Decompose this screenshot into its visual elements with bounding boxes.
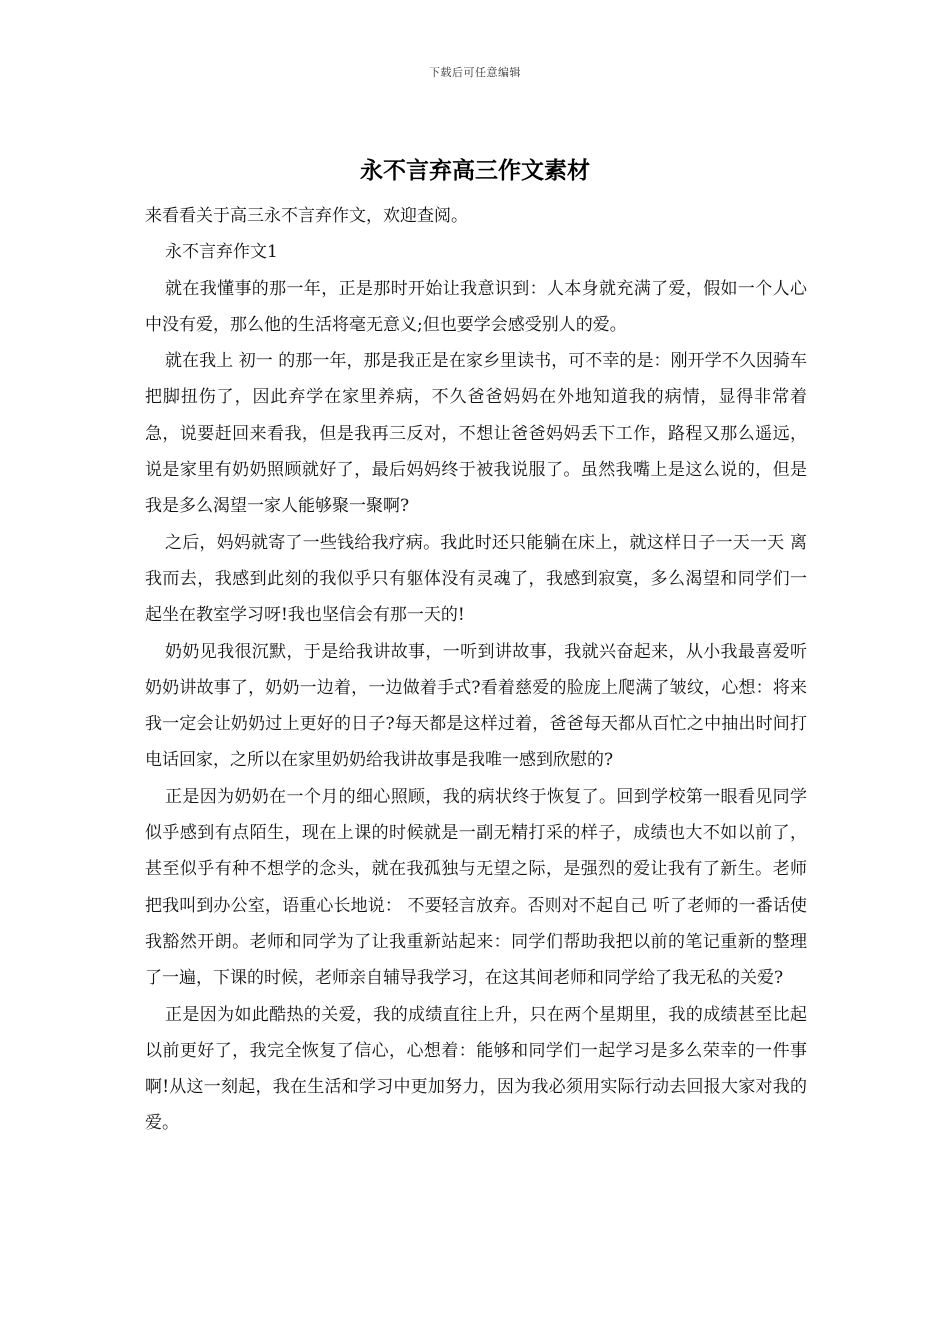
document-title: 永不言弃高三作文素材 (360, 157, 590, 184)
body-paragraph: 正是因为如此酷热的关爱，我的成绩直往上升，只在两个星期里，我的成绩甚至比起以前更好了，我完全恢复了信心，心想着：能够和同学们一起学习是多么荣幸的一件事啊!从这一刻起，我在生活和学习中更加努力，因为我必须用实际行动去回报大家对我的爱。 (145, 1004, 807, 1134)
body-paragraph: 奶奶见我很沉默，于是给我讲故事，一听到讲故事，我就兴奋起来，从小我最喜爱听奶奶讲故事了，奶奶一边着，一边做着手式?看着慈爱的脸庞上爬满了皱纹，心想：将来我一定会让奶奶过上更好的日子?每天都是这样过着，爸爸每天都从百忙之中抽出时间打电话回家，之所以在家里奶奶给我讲故事是我唯一感到欣慰的? (145, 641, 807, 771)
intro-paragraph: 来看看关于高三永不言弃作文，欢迎查阅。 (145, 206, 468, 226)
essay-subheading: 永不言弃作文1 (165, 242, 278, 263)
body-paragraph: 之后，妈妈就寄了一些钱给我疗病。我此时还只能躺在床上，就这样日子一天一天 离 我而去，我感到此刻的我似乎只有躯体没有灵魂了，我感到寂寞，多么渴望和同学们一起坐在教室学习呀!我也坚信会有那一天的! (145, 532, 807, 626)
body-paragraph: 就在我上 初一 的那一年，那是我正是在家乡里读书，可不幸的是：刚开学不久因骑车把脚扭伤了，因此弃学在家里养病，不久爸爸妈妈在外地知道我的病情，显得非常着急，说要赶回来看我，但是我再三反对，不想让爸爸妈妈丢下工作，路程又那么遥远，说是家里有奶奶照顾就好了，最后妈妈终于被我说服了。虽然我嘴上是这么说的，但是我是多么渴望一家人能够聚一聚啊? (145, 351, 807, 517)
body-paragraph: 就在我懂事的那一年，正是那时开始让我意识到：人本身就充满了爱，假如一个人心中没有爱，那么他的生活将毫无意义;但也要学会感受别人的爱。 (145, 278, 807, 335)
header-note: 下载后可任意编辑 (429, 66, 521, 79)
body-paragraph: 正是因为奶奶在一个月的细心照顾，我的病状终于恢复了。回到学校第一眼看见同学似乎感到有点陌生，现在上课的时候就是一副无精打采的样子，成绩也大不如以前了，甚至似乎有种不想学的念头，就在我孤独与无望之际，是强烈的爱让我有了新生。老师把我叫到办公室，语重心长地说： 不要轻言放弃。否则对不起自己 听了老师的一番话使我豁然开朗。老师和同学为了让我重新站起来：同学们帮助我把以前的笔记重新的整理了一遍，下课的时候，老师亲自辅导我学习，在这其间老师和同学给了我无私的关爱? (145, 786, 807, 989)
document-body (145, 198, 807, 1142)
